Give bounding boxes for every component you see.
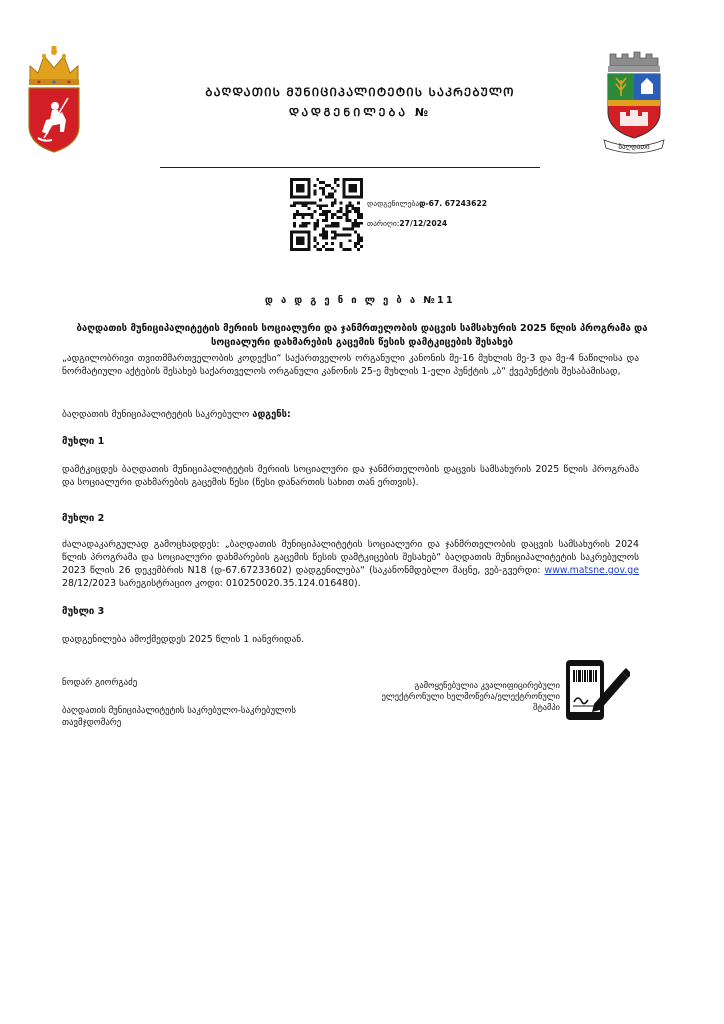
e-signature-icon xyxy=(564,658,630,722)
article-1-text: დამტკიცდეს ბაღდათის მუნიციპალიტეტის მერიის სოციალური და ჯანმრთელობის დაცვის სამსახურის 2025 წლის პროგრამა და სოციალური დახმარების გაცემის წესი (წესი დანართის სახით თან ერთვის). xyxy=(62,464,639,488)
baghdati-emblem-icon xyxy=(600,46,668,154)
decree-number xyxy=(367,199,487,208)
article-3-heading: მუხლი 3 xyxy=(62,606,105,617)
georgia-coat-of-arms-icon xyxy=(24,46,84,154)
document-type-heading: ᲓᲐᲓᲒᲔᲜᲘᲚᲔᲑᲐ № xyxy=(288,106,432,119)
enacting-clause xyxy=(62,408,639,421)
decree-number-value: დ-67. 67243622 xyxy=(419,199,488,208)
signer-name: ნოდარ გიორგაძე xyxy=(62,678,138,688)
preamble-paragraph: „ადგილობრივი თვითმმართველობის კოდექსი“ საქართველოს ორგანული კანონის მე-16 მუხლის მე-3 და მე-4 ნაწილისა და ნორმატიული აქტების შესახებ საქართველოს ორგანული კანონის 25-ე მუხლის 1-ელი პუნქტის „ბ“ ქვეპუნქტის შესაბამისად, xyxy=(62,353,639,377)
article-1-heading: მუხლი 1 xyxy=(62,436,105,447)
decree-date-label: თარიღი: xyxy=(367,219,400,228)
header-divider xyxy=(160,167,540,168)
decree-number-label: დადგენილება xyxy=(367,199,420,208)
decree-title: დ ა დ გ ე ნ ი ლ ე ბ ა №11 xyxy=(264,295,456,306)
article-2-heading: მუხლი 2 xyxy=(62,513,105,524)
article-2-text xyxy=(62,538,639,590)
qr-code-icon[interactable] xyxy=(290,178,363,251)
matsne-link[interactable]: www.matsne.gov.ge xyxy=(544,565,639,576)
council-name-heading: ᲑᲐᲦᲓᲐᲗᲘᲡ ᲛᲣᲜᲘᲪᲘᲞᲐᲚᲘᲢᲔᲢᲘᲡ ᲡᲐᲙᲠᲔᲑᲣᲚᲝ xyxy=(205,85,515,99)
enacts-word: ადგენს: xyxy=(252,409,291,420)
article-2-text-after: 28/12/2023 სარეგისტრაციო კოდი: 010250020.35.124.016480). xyxy=(62,578,361,589)
article-3-text: დადგენილება ამოქმედდეს 2025 წლის 1 იანვრიდან. xyxy=(62,634,305,645)
decree-subject: ბაღდათის მუნიციპალიტეტის მერიის სოციალური და ჯანმრთელობის დაცვის სამსახურის 2025 წლის პროგრამა და სოციალური დახმარების გაცემის წესის დამტკიცების შესახებ xyxy=(76,323,648,348)
enactor-text: ბაღდათის მუნიციპალიტეტის საკრებულო xyxy=(62,409,250,420)
e-signature-note: გამოყენებულია კვალიფიცირებული ელექტრონული ხელმოწერა/ელექტრონული შტამპი xyxy=(381,680,560,712)
decree-date xyxy=(367,219,447,228)
signer-position: ბაღდათის მუნიციპალიტეტის საკრებულო-საკრებულოს თავმჯდომარე xyxy=(62,706,296,728)
emblem-banner-text: ბაღდათი xyxy=(618,143,650,151)
article-2-text-before: ძალადაკარგულად გამოცხადდეს: „ბაღდათის მუნიციპალიტეტის სოციალური და ჯანმრთელობის დაცვის სამსახურის 2024 წლის პროგრამა და სოციალური დახმარების გაცემის წესის დამტკიცების შესახებ“ ბაღდათის მუნიციპალიტეტის საკრებულოს 2023 წლის 26 დეკემბრის N18 (დ-67.67233602) დადგენილება“ (საკანონმდებლო მაცნე, ვებ-გვერდი: xyxy=(62,539,639,576)
decree-date-value: 27/12/2024 xyxy=(399,219,448,228)
